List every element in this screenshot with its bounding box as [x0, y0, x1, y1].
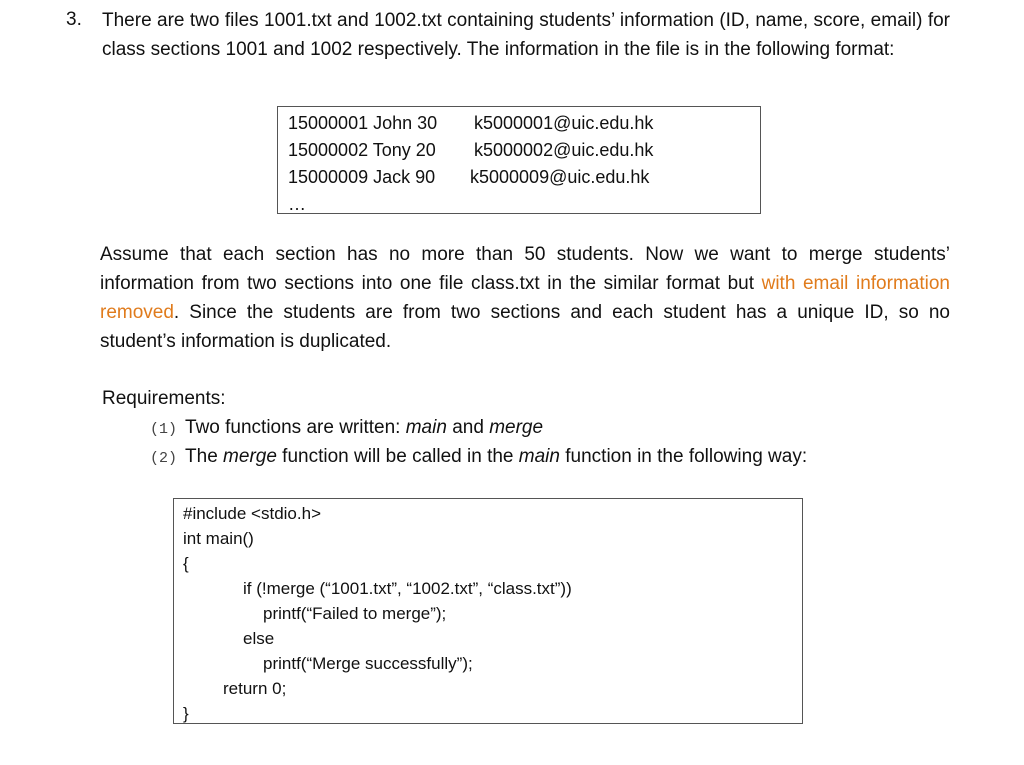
requirement-number: (1) [150, 421, 178, 438]
requirements-title: Requirements: [102, 388, 226, 409]
code-example-box [173, 498, 803, 724]
record-email: k5000002@uic.edu.hk [474, 140, 654, 160]
requirement-number: (2) [150, 450, 178, 467]
file-format-example-box [277, 106, 761, 214]
code-line: int main() [183, 529, 254, 548]
record-email: k5000009@uic.edu.hk [470, 167, 650, 187]
requirement-text: Two functions are written: [185, 417, 406, 438]
code-line: printf(“Failed to merge”); [263, 604, 447, 623]
record-data: 15000009 Jack 90 [288, 167, 436, 187]
record-data: 15000002 Tony 20 [288, 140, 436, 160]
function-name: merge [223, 446, 277, 467]
merge-description-text: Assume that each section has no more than 50 students. Now we want to merge students’ information from two sections into one file class.txt in the similar format but [100, 244, 950, 294]
record-line [288, 110, 750, 137]
question-number: 3. [66, 9, 82, 30]
code-line: if (!merge (“1001.txt”, “1002.txt”, “class.txt”)) [243, 579, 572, 598]
code-line: else [243, 629, 275, 648]
function-name: main [405, 417, 447, 438]
records-ellipsis: … [288, 194, 306, 214]
merge-description-text: . Since the students are from two sections and each student has a unique ID, so no student’s information is duplicated. [100, 302, 950, 352]
code-line: #include <stdio.h> [183, 504, 321, 523]
function-name: main [518, 446, 560, 467]
requirement-item [150, 442, 807, 473]
record-email: k5000001@uic.edu.hk [474, 113, 654, 133]
highlight-email-removed: with email information removed [100, 273, 950, 323]
record-line [288, 137, 750, 164]
record-data: 15000001 John 30 [288, 113, 438, 133]
code-line: } [183, 704, 189, 723]
requirement-item [150, 413, 543, 444]
requirement-text: function will be called in the [276, 446, 519, 467]
code-line: return 0; [223, 679, 287, 698]
requirement-text: The [185, 446, 224, 467]
requirement-text: and [446, 417, 490, 438]
question-intro: There are two files 1001.txt and 1002.txt containing students’ information (ID, name, score, email) for class sections 1001 and 1002 respectively. The information in the file is in the following format: [102, 10, 950, 60]
record-line [288, 164, 750, 191]
function-name: merge [489, 417, 544, 438]
code-line: { [183, 554, 189, 573]
requirement-text: function in the following way: [559, 446, 808, 467]
merge-description [100, 240, 950, 356]
code-line: printf(“Merge successfully”); [263, 654, 473, 673]
